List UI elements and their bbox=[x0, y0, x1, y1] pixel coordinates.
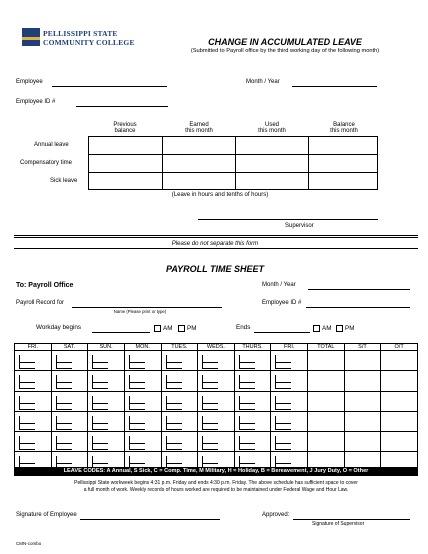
timesheet-header-row bbox=[15, 344, 418, 351]
day-cell[interactable] bbox=[198, 432, 235, 452]
ends-field[interactable] bbox=[254, 332, 310, 333]
total-cell[interactable] bbox=[344, 411, 381, 431]
time-entry-divider bbox=[202, 463, 218, 464]
total-cell[interactable] bbox=[344, 351, 381, 371]
row-label-comp: Compensatory time bbox=[20, 160, 73, 166]
time-entry-divider bbox=[166, 423, 182, 424]
ts-month-year-field[interactable] bbox=[308, 289, 410, 290]
timesheet-row bbox=[15, 371, 418, 391]
header-sun: SUN. bbox=[88, 344, 125, 351]
day-cell[interactable] bbox=[161, 351, 198, 371]
day-cell[interactable] bbox=[271, 371, 308, 391]
time-entry-divider bbox=[56, 443, 72, 444]
day-cell[interactable] bbox=[198, 411, 235, 431]
day-cell[interactable] bbox=[198, 351, 235, 371]
timesheet-row bbox=[15, 391, 418, 411]
leave-grid-row-line bbox=[88, 172, 378, 173]
time-entry-divider bbox=[239, 463, 255, 464]
total-cell[interactable] bbox=[381, 432, 418, 452]
begins-am-checkbox[interactable] bbox=[154, 325, 161, 332]
separator-note: Please do not separate this form bbox=[171, 241, 259, 247]
day-cell[interactable] bbox=[124, 411, 161, 431]
logo-stripe bbox=[22, 37, 40, 40]
supervisor-label: Supervisor bbox=[285, 223, 314, 229]
time-entry-divider bbox=[275, 423, 291, 424]
total-cell[interactable] bbox=[308, 371, 345, 391]
signature-supervisor-field[interactable] bbox=[293, 519, 410, 520]
time-entry-divider bbox=[166, 403, 182, 404]
approved-label: Approved: bbox=[262, 512, 290, 518]
ts-employee-id-field[interactable] bbox=[306, 307, 410, 308]
row-label-sick: Sick leave bbox=[50, 178, 78, 184]
day-cell[interactable] bbox=[271, 391, 308, 411]
day-cell[interactable] bbox=[124, 391, 161, 411]
time-entry-divider bbox=[19, 382, 35, 383]
col-header-balance: Balance this month bbox=[330, 122, 358, 134]
day-cell[interactable] bbox=[51, 371, 88, 391]
workday-begins-label: Workday begins bbox=[36, 324, 82, 331]
time-entry-divider bbox=[19, 463, 35, 464]
day-cell[interactable] bbox=[198, 391, 235, 411]
ends-pm-checkbox[interactable] bbox=[336, 325, 343, 332]
time-entry-divider bbox=[92, 382, 108, 383]
time-entry-divider bbox=[56, 382, 72, 383]
header-ot: O/T bbox=[381, 344, 418, 351]
leave-codes-bar: LEAVE CODES: A Annual, S Sick, C = Comp. Time, M Military, H = Holiday, B = Bereavement, J Jury Duty, O = Other bbox=[14, 467, 418, 476]
row-label-annual: Annual leave bbox=[34, 142, 69, 148]
to-payroll-label: To: Payroll Office bbox=[16, 282, 74, 289]
month-year-field[interactable] bbox=[292, 86, 377, 87]
total-cell[interactable] bbox=[344, 432, 381, 452]
time-entry-divider bbox=[275, 443, 291, 444]
day-cell[interactable] bbox=[234, 391, 271, 411]
employee-field[interactable] bbox=[52, 86, 167, 87]
day-cell[interactable] bbox=[234, 432, 271, 452]
day-cell[interactable] bbox=[271, 432, 308, 452]
separator-line bbox=[14, 235, 418, 238]
time-entry-divider bbox=[92, 463, 108, 464]
time-entry-divider bbox=[239, 443, 255, 444]
timesheet-row bbox=[15, 432, 418, 452]
time-entry-divider bbox=[19, 443, 35, 444]
time-entry-divider bbox=[19, 362, 35, 363]
total-cell[interactable] bbox=[308, 351, 345, 371]
logo-line2: COMMUNITY COLLEGE bbox=[43, 38, 135, 47]
day-cell[interactable] bbox=[124, 432, 161, 452]
time-entry-divider bbox=[275, 403, 291, 404]
leave-grid-col-line bbox=[235, 136, 236, 190]
header-total: TOTAL bbox=[308, 344, 345, 351]
header-tues: TUES. bbox=[161, 344, 198, 351]
col-header-used: Used this month bbox=[258, 122, 286, 134]
leave-note: (Leave in hours and tenths of hours) bbox=[171, 192, 269, 198]
day-cell[interactable] bbox=[15, 432, 52, 452]
day-cell[interactable] bbox=[88, 391, 125, 411]
day-cell[interactable] bbox=[271, 351, 308, 371]
time-entry-divider bbox=[129, 443, 145, 444]
timesheet-row bbox=[15, 351, 418, 371]
ends-am-label: AM bbox=[322, 325, 332, 332]
day-cell[interactable] bbox=[198, 371, 235, 391]
total-cell[interactable] bbox=[308, 411, 345, 431]
time-entry-divider bbox=[129, 403, 145, 404]
day-cell[interactable] bbox=[88, 432, 125, 452]
time-entry-divider bbox=[19, 423, 35, 424]
supervisor-field[interactable] bbox=[198, 219, 378, 220]
time-entry-divider bbox=[275, 463, 291, 464]
col-header-previous: Previous balance bbox=[113, 122, 137, 134]
day-cell[interactable] bbox=[88, 351, 125, 371]
begins-am-label: AM bbox=[163, 325, 173, 332]
leave-grid-row-line bbox=[88, 154, 378, 155]
time-entry-divider bbox=[129, 463, 145, 464]
day-cell[interactable] bbox=[15, 371, 52, 391]
total-cell[interactable] bbox=[308, 391, 345, 411]
leave-grid bbox=[88, 136, 378, 190]
time-entry-divider bbox=[56, 362, 72, 363]
time-entry-divider bbox=[56, 423, 72, 424]
day-cell[interactable] bbox=[161, 411, 198, 431]
payroll-record-label: Payroll Record for bbox=[16, 300, 65, 306]
timesheet-table bbox=[14, 343, 418, 473]
time-entry-divider bbox=[166, 382, 182, 383]
time-entry-divider bbox=[92, 443, 108, 444]
leave-form-subtitle: (Submitted to Payroll office by the third working day of the following month) bbox=[190, 48, 380, 54]
time-entry-divider bbox=[56, 403, 72, 404]
time-entry-divider bbox=[202, 403, 218, 404]
time-entry-divider bbox=[202, 382, 218, 383]
time-entry-divider bbox=[129, 382, 145, 383]
time-entry-divider bbox=[129, 423, 145, 424]
header-weds: WEDS. bbox=[198, 344, 235, 351]
time-entry-divider bbox=[239, 423, 255, 424]
time-entry-divider bbox=[202, 423, 218, 424]
time-entry-divider bbox=[56, 463, 72, 464]
separator-line-2 bbox=[14, 248, 418, 249]
day-cell[interactable] bbox=[51, 351, 88, 371]
time-entry-divider bbox=[239, 382, 255, 383]
header-thurs: THURS. bbox=[234, 344, 271, 351]
day-cell[interactable] bbox=[88, 411, 125, 431]
ts-employee-id-label: Employee ID # bbox=[262, 300, 302, 306]
time-entry-divider bbox=[92, 403, 108, 404]
day-cell[interactable] bbox=[124, 371, 161, 391]
signature-supervisor-label: Signature of Supervisor bbox=[312, 521, 365, 527]
total-cell[interactable] bbox=[308, 432, 345, 452]
time-entry-divider bbox=[92, 362, 108, 363]
total-cell[interactable] bbox=[344, 391, 381, 411]
time-entry-divider bbox=[129, 362, 145, 363]
footnote-line2: a full month of work. Weekly records of hours worked are required to be maintained under Federal Wage and Hour Law. bbox=[83, 487, 349, 493]
day-cell[interactable] bbox=[124, 351, 161, 371]
header-fri-2: FRI. bbox=[271, 344, 308, 351]
month-year-label: Month / Year bbox=[246, 79, 280, 85]
ends-label: Ends bbox=[236, 324, 251, 331]
logo-line1: PELLISSIPPI STATE bbox=[43, 29, 118, 38]
time-entry-divider bbox=[239, 403, 255, 404]
day-cell[interactable] bbox=[15, 391, 52, 411]
begins-pm-checkbox[interactable] bbox=[178, 325, 185, 332]
time-entry-divider bbox=[19, 403, 35, 404]
employee-id-label: Employee ID # bbox=[16, 99, 56, 105]
employee-id-field[interactable] bbox=[76, 106, 168, 107]
col-header-earned: Earned this month bbox=[185, 122, 213, 134]
time-entry-divider bbox=[166, 463, 182, 464]
day-cell[interactable] bbox=[161, 371, 198, 391]
total-cell[interactable] bbox=[344, 371, 381, 391]
timesheet-title: PAYROLL TIME SHEET bbox=[165, 264, 264, 274]
day-cell[interactable] bbox=[88, 371, 125, 391]
day-cell[interactable] bbox=[271, 411, 308, 431]
day-cell[interactable] bbox=[51, 391, 88, 411]
name-hint: Name (Please print or type) bbox=[113, 309, 167, 314]
time-entry-divider bbox=[166, 443, 182, 444]
header-st: S/T bbox=[344, 344, 381, 351]
leave-form-title: CHANGE IN ACCUMULATED LEAVE bbox=[208, 37, 362, 47]
leave-grid-col-line bbox=[308, 136, 309, 190]
header-mon: MON. bbox=[124, 344, 161, 351]
employee-label: Employee bbox=[16, 79, 43, 85]
footnote-line1: Pellissippi State workweek begins 4:31 p.m. Friday and ends 4:30 p.m. Friday. The above schedule has sufficient space to cover bbox=[74, 480, 358, 486]
header-sat: SAT. bbox=[51, 344, 88, 351]
total-cell[interactable] bbox=[381, 391, 418, 411]
ts-month-year-label: Month / Year bbox=[262, 282, 296, 288]
total-cell[interactable] bbox=[381, 371, 418, 391]
begins-pm-label: PM bbox=[187, 325, 197, 332]
day-cell[interactable] bbox=[51, 432, 88, 452]
day-cell[interactable] bbox=[161, 432, 198, 452]
timesheet-row bbox=[15, 411, 418, 431]
day-cell[interactable] bbox=[161, 391, 198, 411]
time-entry-divider bbox=[275, 362, 291, 363]
form-code: CMN-combo bbox=[16, 541, 42, 546]
time-entry-divider bbox=[202, 362, 218, 363]
time-entry-divider bbox=[202, 443, 218, 444]
header-fri: FRI. bbox=[15, 344, 52, 351]
signature-employee-label: Signature of Employee bbox=[16, 512, 77, 518]
workday-begins-field[interactable] bbox=[92, 332, 150, 333]
time-entry-divider bbox=[166, 362, 182, 363]
time-entry-divider bbox=[275, 382, 291, 383]
time-entry-divider bbox=[92, 423, 108, 424]
day-cell[interactable] bbox=[15, 351, 52, 371]
total-cell[interactable] bbox=[381, 351, 418, 371]
leave-grid-col-line bbox=[162, 136, 163, 190]
ends-pm-label: PM bbox=[345, 325, 355, 332]
total-cell[interactable] bbox=[381, 411, 418, 431]
day-cell[interactable] bbox=[15, 411, 52, 431]
payroll-record-field[interactable] bbox=[72, 307, 222, 308]
day-cell[interactable] bbox=[234, 411, 271, 431]
signature-employee-field[interactable] bbox=[80, 519, 220, 520]
day-cell[interactable] bbox=[234, 351, 271, 371]
time-entry-divider bbox=[239, 362, 255, 363]
day-cell[interactable] bbox=[234, 371, 271, 391]
day-cell[interactable] bbox=[51, 411, 88, 431]
ends-am-checkbox[interactable] bbox=[313, 325, 320, 332]
